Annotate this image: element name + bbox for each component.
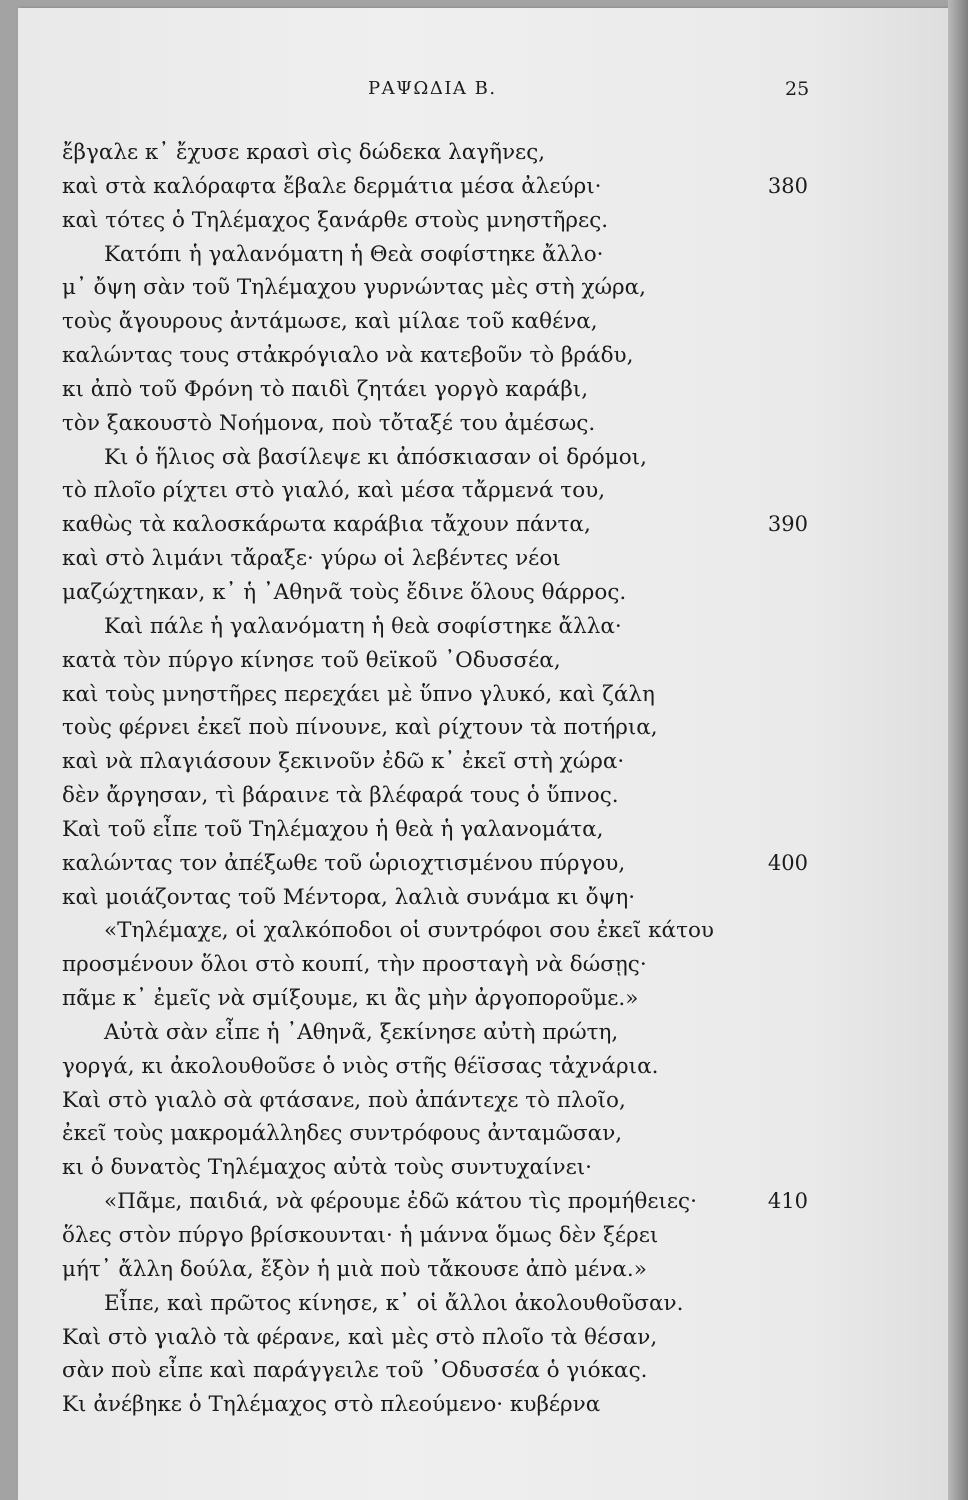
verse-line bbox=[0, 678, 968, 712]
running-head: ΡΑΨΩΔΙΑ Β. bbox=[368, 78, 497, 99]
page-header bbox=[0, 78, 968, 104]
verse-line bbox=[0, 1050, 968, 1084]
verse-text: μήτ᾿ ἄλλη δούλα, ἔξὸν ἡ μιὰ ποὺ τἄκουσε ἀπὸ μένα.» bbox=[62, 1256, 647, 1282]
verse-line bbox=[0, 1321, 968, 1355]
verse-line bbox=[0, 204, 968, 238]
verse-text: Κι ὁ ἥλιος σὰ βασίλεψε κι ἀπόσκιασαν οἱ δρόμοι, bbox=[104, 444, 647, 470]
verse-text: κι ἀπὸ τοῦ Φρόνη τὸ παιδὶ ζητάει γοργὸ καράβι, bbox=[62, 376, 589, 402]
verse-line bbox=[0, 474, 968, 508]
verse-line bbox=[0, 948, 968, 982]
verse-line bbox=[0, 1185, 968, 1219]
verse-text: ἔβγαλε κ᾿ ἔχυσε κρασὶ σὶς δώδεκα λαγῆνες, bbox=[62, 140, 546, 165]
verse-line bbox=[0, 1388, 968, 1422]
verse-line bbox=[0, 441, 968, 475]
verse-line bbox=[0, 1151, 968, 1185]
verse-list bbox=[0, 136, 968, 1422]
verse-text: Καὶ τοῦ εἶπε τοῦ Τηλέμαχου ἡ θεὰ ἡ γαλανομάτα, bbox=[62, 816, 604, 842]
page-number: 25 bbox=[785, 78, 810, 100]
verse-text: καλώντας τον ἀπέξωθε τοῦ ὡριοχτισμένου πύργου, bbox=[62, 850, 626, 876]
verse-line bbox=[0, 373, 968, 407]
verse-text: τὸ πλοῖο ρίχτει στὸ γιαλό, καὶ μέσα τἄρμενά του, bbox=[62, 478, 606, 504]
verse-text: καθὼς τὰ καλοσκάρωτα καράβια τἄχουν πάντα, bbox=[62, 512, 591, 538]
verse-text: μαζώχτηκαν, κ᾿ ἡ ᾿Αθηνᾶ τοὺς ἔδινε ὅλους θάρρος. bbox=[62, 579, 627, 605]
verse-line bbox=[0, 508, 968, 542]
verse-line bbox=[0, 1253, 968, 1287]
verse-text: ὅλες στὸν πύργο βρίσκουνται· ἡ μάννα ὅμως δὲν ξέρει bbox=[62, 1223, 659, 1248]
verse-text: καὶ τότες ὁ Τηλέμαχος ξανάρθε στοὺς μνηστῆρες. bbox=[62, 207, 609, 233]
verse-line bbox=[0, 339, 968, 373]
verse-line bbox=[0, 644, 968, 678]
verse-text: Καὶ πάλε ἡ γαλανόματη ἡ θεὰ σοφίστηκε ἄλλα· bbox=[104, 613, 622, 639]
verse-line bbox=[0, 1219, 968, 1253]
verse-text: πᾶμε κ᾿ ἐμεῖς νὰ σμίξουμε, κι ἂς μὴν ἀργοποροῦμε.» bbox=[62, 986, 639, 1012]
line-number: 410 bbox=[767, 1189, 808, 1214]
verse-text: Καὶ στὸ γιαλὸ τὰ φέρανε, καὶ μὲς στὸ πλοῖο τὰ θέσαν, bbox=[62, 1324, 658, 1350]
verse-text: Αὐτὰ σὰν εἶπε ἡ ᾿Αθηνᾶ, ξεκίνησε αὐτὴ πρώτη, bbox=[104, 1019, 619, 1045]
verse-text: κι ὁ δυνατὸς Τηλέμαχος αὐτὰ τοὺς συντυχαίνει· bbox=[62, 1155, 592, 1181]
verse-line bbox=[0, 847, 968, 881]
verse-text: Καὶ στὸ γιαλὸ σὰ φτάσανε, ποὺ ἀπάντεχε τὸ πλοῖο, bbox=[62, 1087, 626, 1113]
verse-text: Εἶπε, καὶ πρῶτος κίνησε, κ᾿ οἱ ἄλλοι ἀκολουθοῦσαν. bbox=[104, 1290, 684, 1316]
line-number: 390 bbox=[767, 512, 808, 537]
verse-line bbox=[0, 745, 968, 779]
verse-line bbox=[0, 1084, 968, 1118]
verse-line bbox=[0, 1287, 968, 1321]
verse-line bbox=[0, 610, 968, 644]
verse-line bbox=[0, 407, 968, 441]
verse-text: καὶ στὸ λιμάνι τἄραξε· γύρω οἱ λεβέντες νέοι bbox=[62, 546, 561, 572]
verse-text: καὶ μοιάζοντας τοῦ Μέντορα, λαλιὰ συνάμα κι ὄψη· bbox=[62, 884, 636, 910]
verse-text: δὲν ἄργησαν, τὶ βάραινε τὰ βλέφαρά τους ὁ ὕπνος. bbox=[62, 783, 619, 809]
verse-text: σὰν ποὺ εἶπε καὶ παράγγειλε τοῦ ᾿Οδυσσέα ὁ γιόκας. bbox=[62, 1358, 648, 1384]
verse-line bbox=[0, 914, 968, 948]
verse-line bbox=[0, 305, 968, 339]
verse-line bbox=[0, 238, 968, 272]
line-number: 380 bbox=[767, 173, 808, 198]
verse-text: κατὰ τὸν πύργο κίνησε τοῦ θεϊκοῦ ᾿Οδυσσέα, bbox=[62, 647, 561, 673]
verse-line bbox=[0, 982, 968, 1016]
verse-line bbox=[0, 542, 968, 576]
verse-text: ἐκεῖ τοὺς μακρομάλληδες συντρόφους ἀνταμῶσαν, bbox=[62, 1121, 623, 1147]
verse-text: Κι ἀνέβηκε ὁ Τηλέμαχος στὸ πλεούμενο· κυβέρνα bbox=[62, 1392, 601, 1418]
verse-line bbox=[0, 1117, 968, 1151]
verse-text: «Τηλέμαχε, οἱ χαλκόποδοι οἱ συντρόφοι σου ἐκεῖ κάτου bbox=[104, 918, 714, 944]
verse-line bbox=[0, 170, 968, 204]
verse-text: μ᾿ ὄψη σὰν τοῦ Τηλέμαχου γυρνώντας μὲς στὴ χώρα, bbox=[62, 275, 647, 301]
verse-line bbox=[0, 1354, 968, 1388]
verse-text: τοὺς φέρνει ἐκεῖ ποὺ πίνουνε, καὶ ρίχτουν τὰ ποτήρια, bbox=[62, 715, 658, 741]
verse-text: τοὺς ἄγουρους ἀντάμωσε, καὶ μίλαε τοῦ καθένα, bbox=[62, 309, 598, 335]
verse-line bbox=[0, 813, 968, 847]
verse-line bbox=[0, 576, 968, 610]
verse-line bbox=[0, 881, 968, 915]
verse-text: «Πᾶμε, παιδιά, νὰ φέρουμε ἐδῶ κάτου τὶς προμήθειες· bbox=[104, 1189, 697, 1215]
verse-line bbox=[0, 711, 968, 745]
verse-text: καλώντας τους στἀκρόγιαλο νὰ κατεβοῦν τὸ βράδυ, bbox=[62, 343, 634, 369]
verse-text: τὸν ξακουστὸ Νοήμονα, ποὺ τὄταξέ του ἀμέσως. bbox=[62, 410, 596, 436]
verse-text: καὶ στὰ καλόραφτα ἔβαλε δερμάτια μέσα ἀλεύρι· bbox=[62, 173, 602, 199]
verse-line bbox=[0, 271, 968, 305]
verse-text: προσμένουν ὅλοι στὸ κουπί, τὴν προσταγὴ νὰ δώσῃς· bbox=[62, 952, 647, 978]
verse-text: Κατόπι ἡ γαλανόματη ἡ Θεὰ σοφίστηκε ἄλλο· bbox=[104, 241, 604, 267]
verse-line bbox=[0, 779, 968, 813]
verse-text: καὶ νὰ πλαγιάσουν ξεκινοῦν ἐδῶ κ᾿ ἐκεῖ στὴ χώρα· bbox=[62, 749, 625, 775]
line-number: 400 bbox=[767, 850, 808, 875]
verse-line bbox=[0, 1016, 968, 1050]
verse-text: καὶ τοὺς μνηστῆρες περεχάει μὲ ὕπνο γλυκό, καὶ ζάλη bbox=[62, 681, 655, 707]
verse-line bbox=[0, 136, 968, 170]
verse-text: γοργά, κι ἀκολουθοῦσε ὁ νιὸς στῆς θέϊσσας τἀχνάρια. bbox=[62, 1053, 659, 1079]
